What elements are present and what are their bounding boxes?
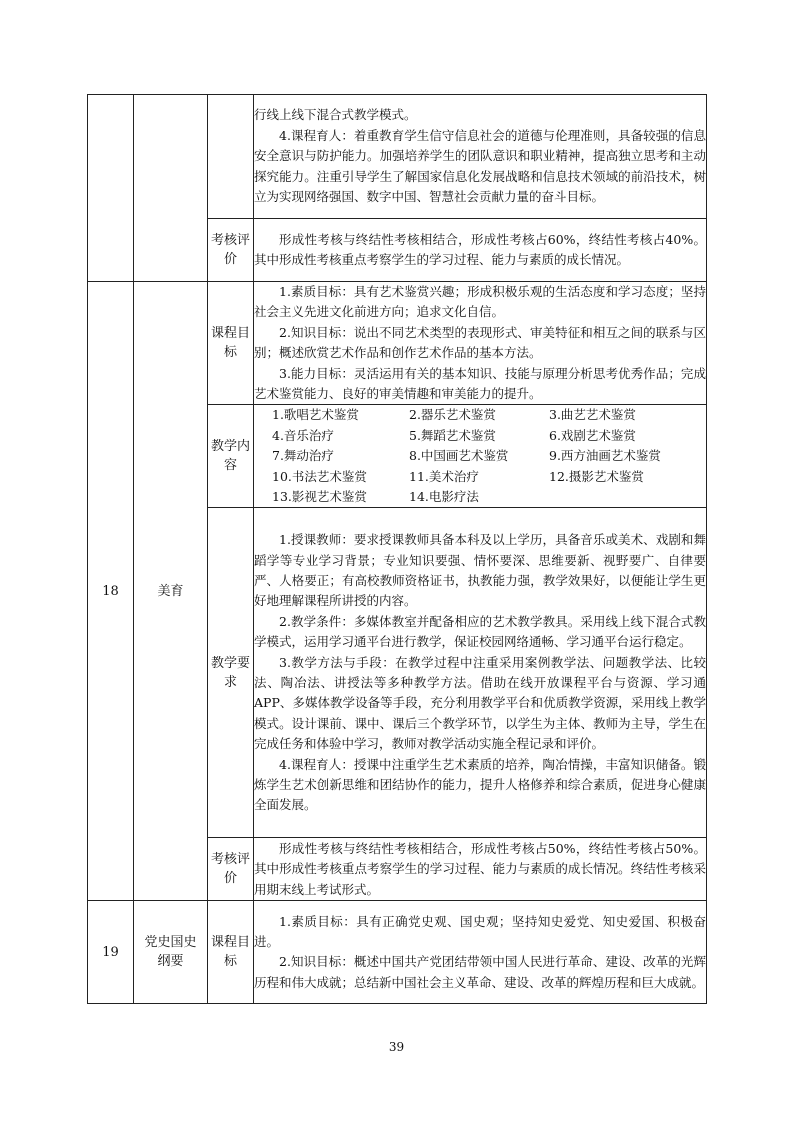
list-item: 1.歌唱艺术鉴赏 <box>272 407 359 423</box>
course-table <box>87 94 707 1004</box>
course-name: 美育 <box>134 282 208 901</box>
list-item: 2.器乐艺术鉴赏 <box>409 407 496 423</box>
list-item: 11.美术治疗 <box>409 468 479 484</box>
quality-goal: 1.素质目标：具有艺术鉴赏兴趣；形成积极乐观的生活态度和学习态度；坚持社会主义先进文化前进方向；追求文化自信。 <box>254 284 706 320</box>
requirements-label: 教学要求 <box>208 508 254 838</box>
list-item: 9.西方油画艺术鉴赏 <box>549 448 661 464</box>
list-item: 10.书法艺术鉴赏 <box>272 468 367 484</box>
knowledge-goal: 2.知识目标：概述中国共产党团结带领中国人民进行革命、建设、改革的光辉历程和伟大成就；总结新中国社会主义革命、建设、改革的辉煌历程和巨大成就。 <box>254 954 706 990</box>
teaching-methods: 3.教学方法与手段：在教学过程中注重采用案例教学法、问题教学法、比较法、陶冶法、讲授法等多种教学方法。借助在线开放课程平台与资源、学习通APP、多媒体教学设备等手段，充分利用教学平台和优质教学资源，采用线上教学模式。设计课前、课中、课后三个教学环节，以学生为主体、教师为主导，学生在完成任务和体验中学习，教师对教学活动实施全程记录和评价。 <box>254 654 706 752</box>
page-number: 39 <box>388 1040 405 1054</box>
teacher-requirement: 1.授课教师：要求授课教师具备本科及以上学历，具备音乐或美术、戏剧和舞蹈学等专业学习背景；专业知识要强、情怀要深、思维要新、视野要广、自律要严、人格要正；有高校教师资格证书，执教能力强，教学效果好，以便能让学生更好地理解课程所讲授的内容。 <box>254 532 706 609</box>
teaching-contents <box>254 405 707 508</box>
list-item: 4.音乐治疗 <box>272 427 334 443</box>
list-item: 6.戏剧艺术鉴赏 <box>549 427 636 443</box>
list-item: 13.影视艺术鉴赏 <box>272 489 367 505</box>
course-name: 党史国史纲要 <box>134 901 208 1004</box>
assessment-label: 考核评价 <box>208 219 254 282</box>
list-item: 7.舞动治疗 <box>272 448 334 464</box>
contents-grid <box>254 405 706 507</box>
row-label-cell <box>208 95 254 219</box>
course-ethics-paragraph: 4.课程育人：着重教育学生信守信息社会的道德与伦理准则，具备较强的信息安全意识与防护能力。加强培养学生的团队意识和职业精神，提高独立思考和主动探究能力。注重引导学生了解国家信息化发展战略和信息技术领域的前沿技术，树立为实现网络强国、数字中国、智慧社会贡献力量的奋斗目标。 <box>254 127 706 205</box>
course-name-cell <box>134 95 208 282</box>
knowledge-goal: 2.知识目标：说出不同艺术类型的表现形式、审美特征和相互之间的联系与区别；概述欣赏艺术作品和创作艺术作品的基本方法。 <box>254 324 706 361</box>
course-number-cell <box>88 95 134 282</box>
quality-goal: 1.素质目标：具有正确党史观、国史观；坚持知史爱党、知史爱国、积极奋进。 <box>254 913 706 950</box>
course-number: 19 <box>88 901 134 1004</box>
table-row <box>88 95 707 219</box>
contents-label: 教学内容 <box>208 405 254 508</box>
content-line: 行线上线下混合式教学模式。 <box>254 107 417 123</box>
goals-label: 课程目标 <box>208 901 254 1004</box>
list-item: 3.曲艺艺术鉴赏 <box>549 407 636 423</box>
list-item: 5.舞蹈艺术鉴赏 <box>409 427 496 443</box>
course-number: 18 <box>88 282 134 901</box>
list-item: 14.电影疗法 <box>409 489 479 505</box>
assessment-text: 形成性考核与终结性考核相结合，形成性考核占50%，终结性考核占50%。其中形成性考核重点考察学生的学习过程、能力与素质的成长情况。终结性考核采用期末线上考试形式。 <box>254 838 707 901</box>
ability-goal: 3.能力目标：灵活运用有关的基本知识、技能与原理分析思考优秀作品；完成艺术鉴赏能力、良好的审美情趣和审美能力的提升。 <box>254 365 706 402</box>
course-ethics: 4.课程育人：授课中注重学生艺术素质的培养，陶冶情操，丰富知识储备。锻炼学生艺术创新思维和团结协作的能力，提升人格修养和综合素质，促进身心健康全面发展。 <box>254 756 706 813</box>
assessment-text: 形成性考核与终结性考核相结合，形成性考核占60%，终结性考核占40%。其中形成性考核重点考察学生的学习过程、能力与素质的成长情况。 <box>254 219 707 282</box>
list-item: 12.摄影艺术鉴赏 <box>549 468 644 484</box>
teaching-requirements-continued <box>254 95 707 219</box>
course-goals <box>254 282 707 405</box>
teaching-requirements <box>254 508 707 838</box>
teaching-conditions: 2.教学条件：多媒体教室并配备相应的艺术教学教具。采用线上线下混合式教学模式，运用学习通平台进行教学，保证校园网络通畅、学习通平台运行稳定。 <box>254 613 706 650</box>
table-row <box>88 282 707 405</box>
table-row <box>88 901 707 1004</box>
goals-label: 课程目标 <box>208 282 254 405</box>
assessment-label: 考核评价 <box>208 838 254 901</box>
list-item: 8.中国画艺术鉴赏 <box>409 448 509 464</box>
course-goals <box>254 901 707 1004</box>
